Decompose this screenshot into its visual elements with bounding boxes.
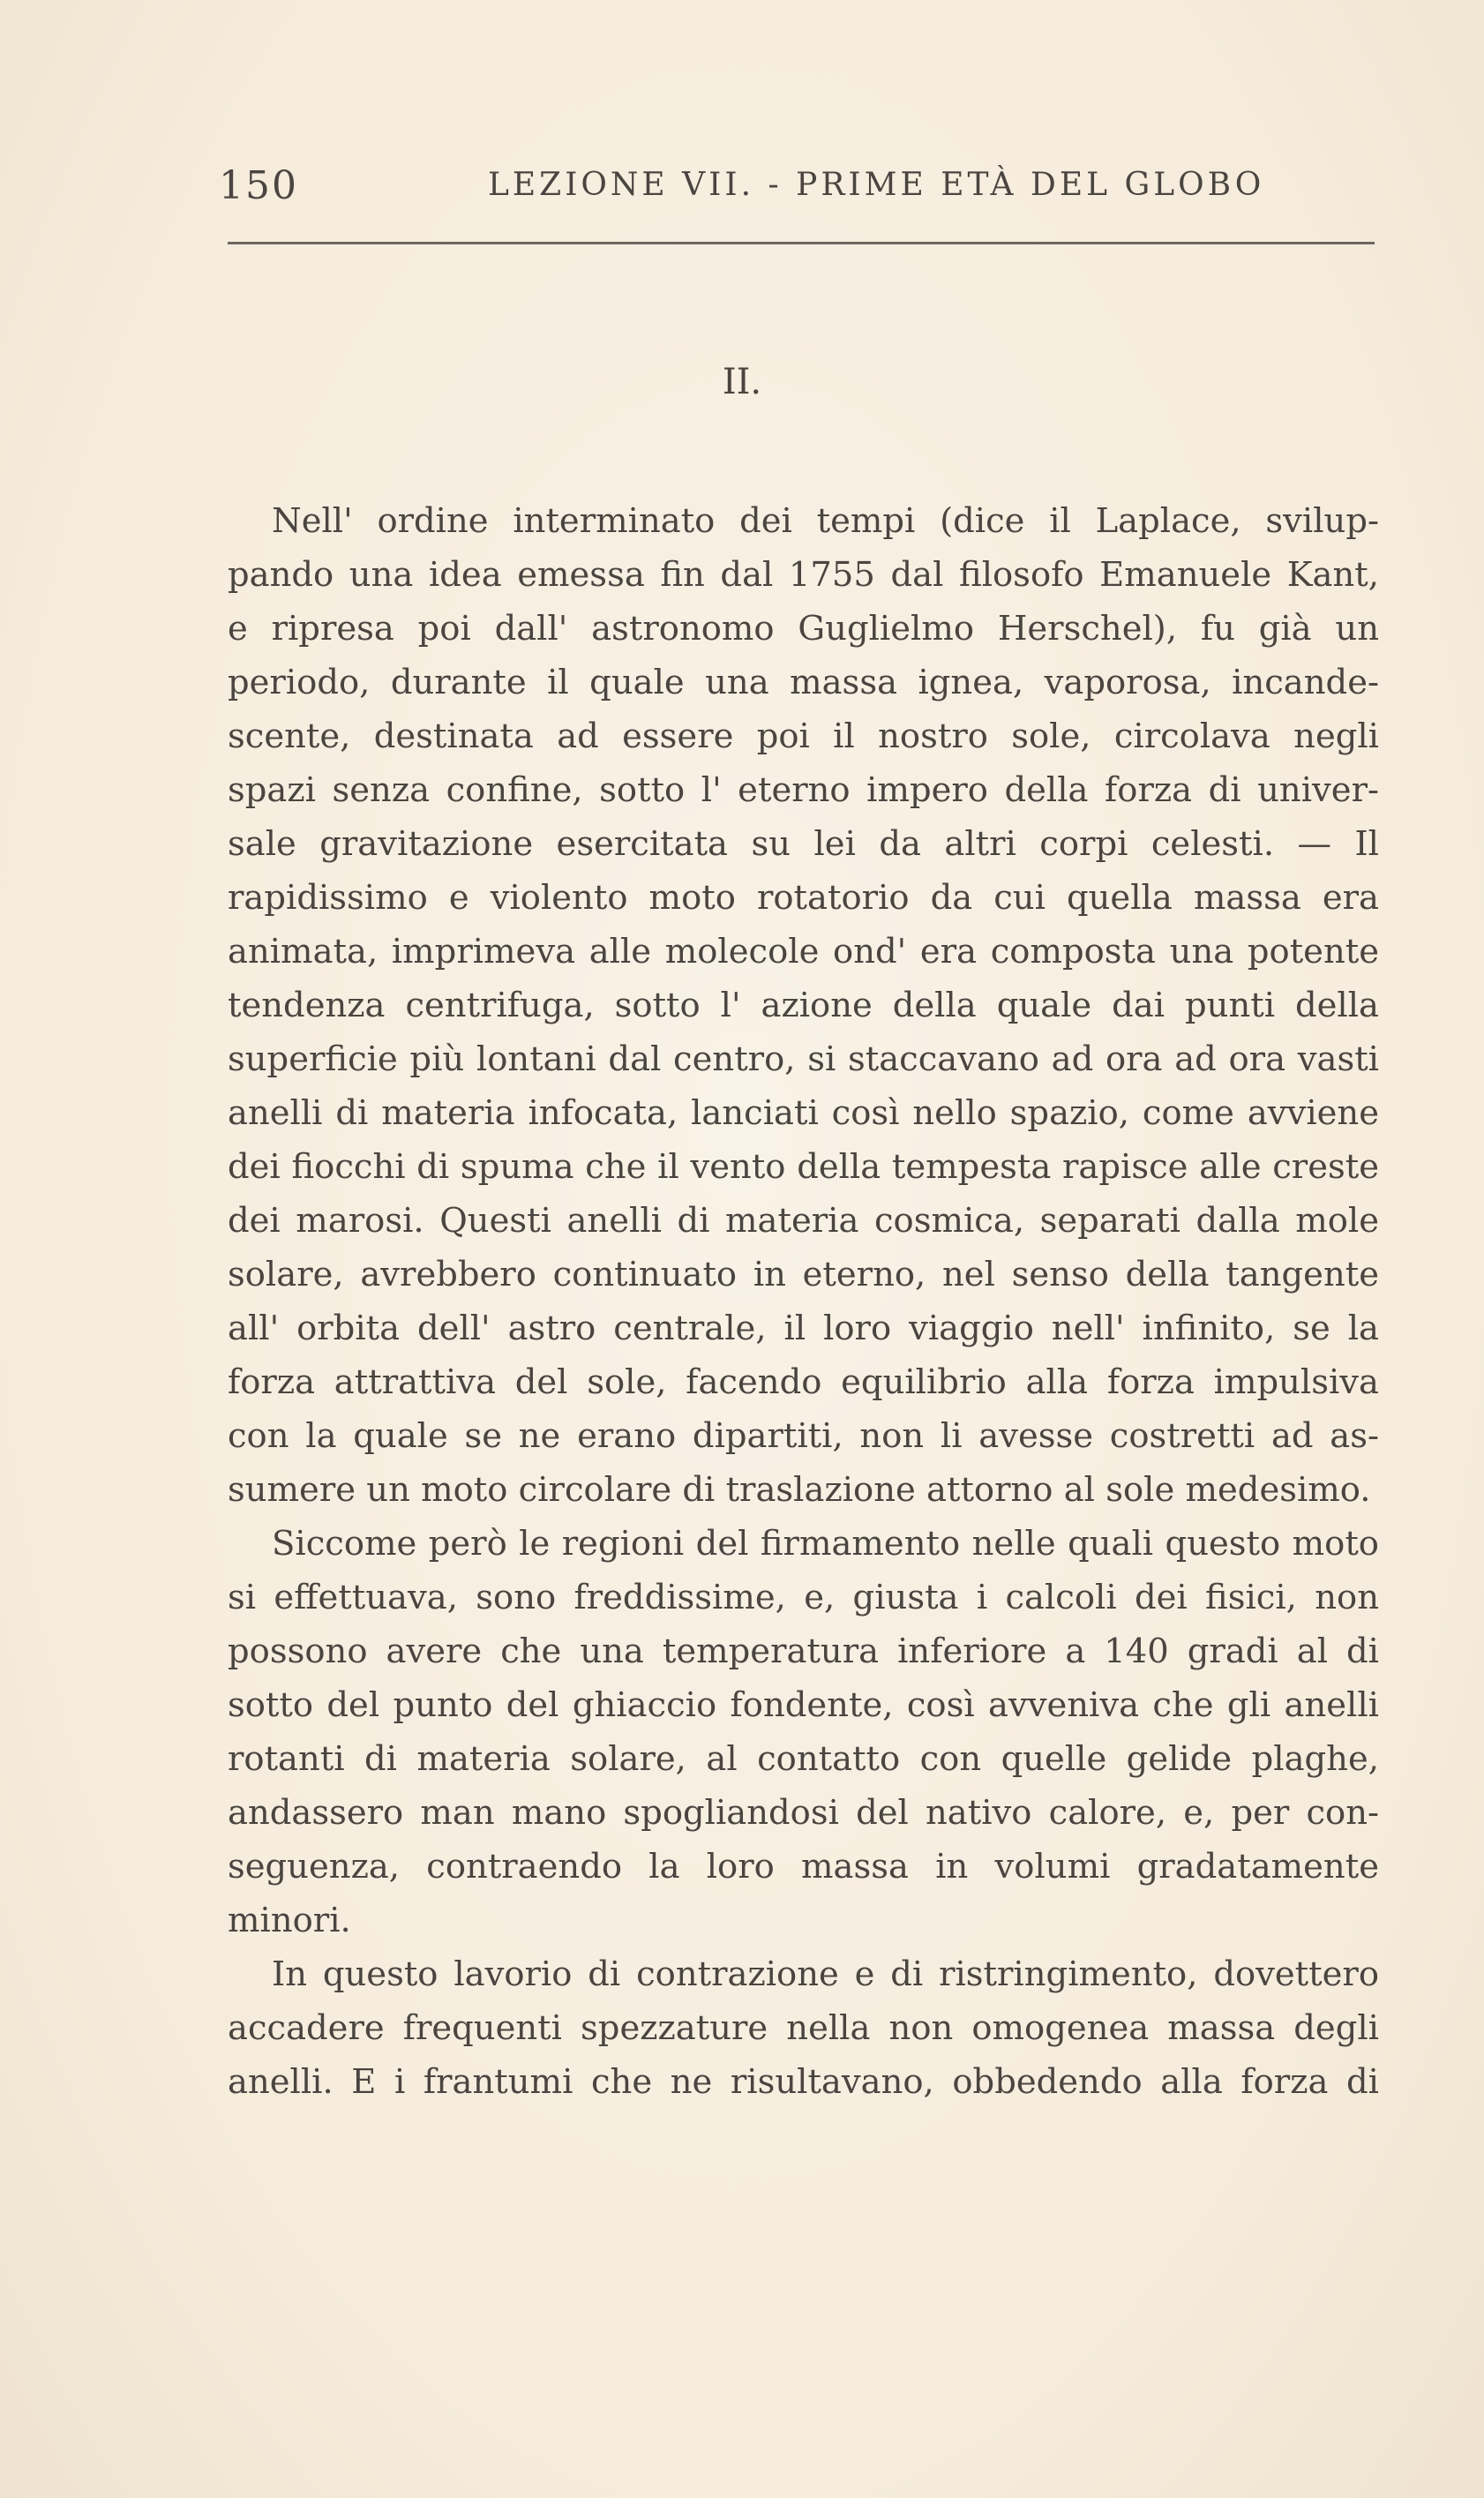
header-rule [228,242,1375,244]
running-head [219,163,1375,216]
text-line: sale gravitazione esercitata su lei da altri corpi celesti. — Il [228,824,1379,864]
text-line: seguenza, contraendo la loro massa in volumi gradatamente [228,1847,1379,1887]
text-line: superficie più lontani dal centro, si staccavano ad ora ad ora vasti [228,1039,1379,1079]
text-line: accadere frequenti spezzature nella non omogenea massa degli [228,2008,1379,2048]
page-number: 150 [219,163,298,208]
text-line: periodo, durante il quale una massa ignea, vaporosa, incande- [228,663,1379,702]
text-line: con la quale se ne erano dipartiti, non li avesse costretti ad as- [228,1416,1379,1456]
text-line: rotanti di materia solare, al contatto con quelle gelide plaghe, [228,1739,1379,1779]
text-line: si effettuava, sono freddissime, e, giusta i calcoli dei fisici, non [228,1578,1379,1617]
section-heading: II. [722,362,762,402]
text-line: dei marosi. Questi anelli di materia cosmica, separati dalla mole [228,1201,1379,1241]
text-line: possono avere che una temperatura inferiore a 140 gradi al di [228,1632,1379,1671]
text-line: tendenza centrifuga, sotto l' azione della quale dai punti della [228,986,1379,1025]
text-line: all' orbita dell' astro centrale, il loro viaggio nell' infinito, se la [228,1309,1379,1348]
text-line: dei fiocchi di spuma che il vento della tempesta rapisce alle creste [228,1147,1379,1187]
text-line: animata, imprimeva alle molecole ond' era composta una potente [228,932,1379,971]
text-line: andassero man mano spogliandosi del nativo calore, e, per con- [228,1793,1379,1833]
body-text [228,494,1379,2109]
text-line: spazi senza confine, sotto l' eterno impero della forza di univer- [228,770,1379,810]
text-line: minori. [228,1901,351,1940]
text-line: forza attrattiva del sole, facendo equilibrio alla forza impulsiva [228,1362,1379,1402]
text-line: scente, destinata ad essere poi il nostro sole, circolava negli [228,716,1379,756]
text-line: rapidissimo e violento moto rotatorio da cui quella massa era [228,878,1379,918]
text-line: solare, avrebbero continuato in eterno, nel senso della tangente [228,1255,1379,1294]
text-line: Nell' ordine interminato dei tempi (dice il Laplace, svilup- [272,501,1379,541]
text-line: pando una idea emessa fin dal 1755 dal filosofo Emanuele Kant, [228,555,1379,595]
text-line: sumere un moto circolare di traslazione attorno al sole medesimo. [228,1470,1371,1510]
text-line: e ripresa poi dall' astronomo Guglielmo Herschel), fu già un [228,609,1379,649]
text-line: anelli. E i frantumi che ne risultavano, obbedendo alla forza di [228,2062,1379,2102]
text-line: In questo lavorio di contrazione e di ristringimento, dovettero [272,1954,1379,1994]
text-line: Siccome però le regioni del firmamento nelle quali questo moto [272,1524,1379,1564]
text-line: sotto del punto del ghiaccio fondente, così avveniva che gli anelli [228,1685,1379,1725]
running-title: LEZIONE VII. - PRIME ETÀ DEL GLOBO [488,167,1265,203]
text-line: anelli di materia infocata, lanciati così nello spazio, come avviene [228,1093,1379,1133]
